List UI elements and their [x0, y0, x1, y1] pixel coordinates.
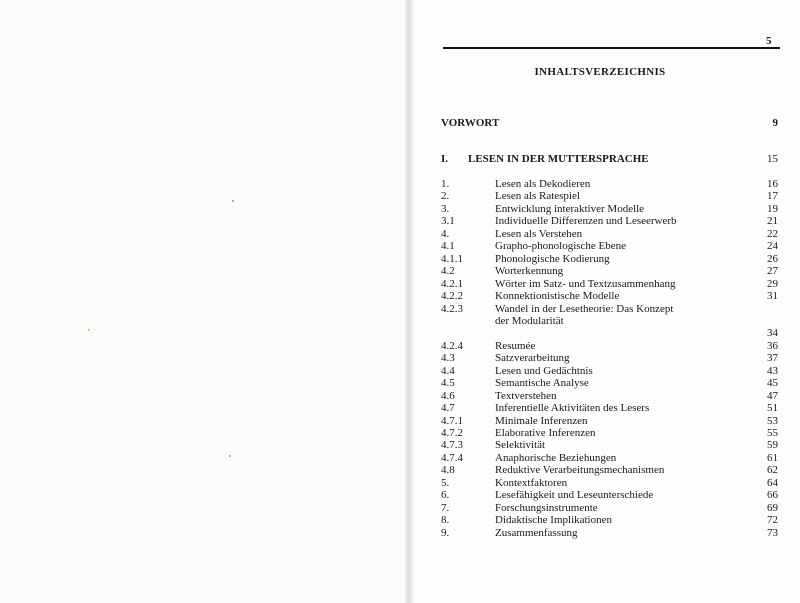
- entry-number: 9.: [441, 526, 450, 539]
- entry-number: 4.1.1: [441, 252, 463, 265]
- entry-title: Entwicklung interaktiver Modelle: [495, 202, 645, 215]
- entry-number: 4.: [441, 227, 450, 240]
- entry-title: Individuelle Differenzen und Leseerwerb: [495, 215, 677, 228]
- entry-title: Wörter im Satz- und Textzusammenhang: [495, 277, 676, 290]
- page-number: 5: [766, 35, 772, 47]
- entry-number: 4.2.3: [441, 302, 463, 315]
- entry-page: 59: [767, 439, 778, 452]
- entry-number: 4.2.4: [441, 339, 463, 352]
- entry-title: Semantische Analyse: [495, 377, 589, 390]
- entry-title: Worterkennung: [495, 265, 564, 278]
- entry-page: 53: [767, 414, 778, 427]
- entry-title: Textverstehen: [495, 389, 557, 402]
- entry-title: der Modularität: [495, 314, 564, 327]
- entry-page: 43: [767, 364, 778, 377]
- entry-title: Anaphorische Beziehungen: [495, 451, 617, 464]
- chapter-title: LESEN IN DER MUTTERSPRACHE: [468, 153, 649, 165]
- entry-page: 26: [767, 252, 778, 265]
- entry-number: 4.2.1: [441, 277, 463, 290]
- entry-number: 7.: [441, 501, 450, 514]
- entry-number: 4.7.4: [441, 451, 463, 464]
- entry-page: 21: [767, 215, 778, 228]
- entry-title: Didaktische Implikationen: [495, 514, 612, 527]
- entry-title: Lesen als Ratespiel: [495, 190, 580, 203]
- entry-number: 3.1: [441, 215, 455, 228]
- entry-number: 4.7.2: [441, 427, 463, 439]
- entry-page: 36: [767, 339, 778, 352]
- entry-number: 4.7: [441, 402, 455, 415]
- entry-page: 69: [767, 501, 778, 514]
- entry-title: Selektivität: [495, 439, 546, 452]
- entry-title: Zusammenfassung: [495, 526, 578, 539]
- paper-speck: [229, 455, 231, 457]
- entry-number: 4.6: [441, 389, 455, 402]
- entry-title: Kontextfaktoren: [495, 476, 568, 489]
- entry-number: 4.2.2: [441, 290, 463, 303]
- entry-title: Inferentielle Aktivitäten des Lesers: [495, 402, 650, 415]
- entry-number: 4.3: [441, 352, 455, 365]
- chapter-page: 15: [767, 153, 778, 165]
- vorwort-page: 9: [772, 117, 778, 129]
- entry-title: Resumée: [495, 339, 536, 352]
- entry-title: Reduktive Verarbeitungsmechanismen: [495, 464, 665, 477]
- entry-title: Satzverarbeitung: [495, 352, 570, 365]
- entry-number: 4.2: [441, 265, 455, 278]
- entry-number: 3.: [441, 202, 450, 215]
- entry-page: 27: [767, 265, 778, 278]
- header-rule: [443, 47, 780, 49]
- entry-title: Minimale Inferenzen: [495, 414, 588, 427]
- entry-page: 61: [767, 451, 778, 464]
- entry-page: 73: [767, 526, 778, 539]
- chapter-number: I.: [441, 153, 449, 165]
- entry-number: 8.: [441, 514, 450, 527]
- entry-number: 4.4: [441, 364, 455, 377]
- entry-page: 17: [767, 190, 778, 203]
- entry-page: 66: [767, 489, 778, 502]
- entry-page: 64: [767, 476, 778, 489]
- entry-title: Elaborative Inferenzen: [495, 427, 596, 439]
- entry-page: 45: [767, 377, 778, 390]
- entry-title: Lesefähigkeit und Leseunterschiede: [495, 489, 654, 502]
- entry-page: 16: [767, 178, 778, 190]
- vorwort-label: VORWORT: [441, 117, 500, 129]
- entry-number: 5.: [441, 476, 450, 489]
- entry-title: Lesen als Verstehen: [495, 227, 583, 240]
- entry-title: Lesen und Gedächtnis: [495, 364, 593, 377]
- entry-number: 4.7.1: [441, 414, 463, 427]
- paper-speck: [232, 200, 234, 202]
- entry-page: 22: [767, 227, 778, 240]
- entry-number: 4.7.3: [441, 439, 463, 452]
- toc-title: INHALTSVERZEICHNIS: [534, 66, 666, 78]
- entry-title: Grapho-phonologische Ebene: [495, 240, 627, 253]
- entry-page: 19: [767, 202, 778, 215]
- book-gutter: [405, 0, 415, 603]
- entry-title: Wandel in der Lesetheorie: Das Konzept: [495, 302, 674, 315]
- entry-page: 72: [767, 514, 778, 527]
- entry-title: Konnektionistische Modelle: [495, 290, 620, 303]
- entry-title: Forschungsinstrumente: [495, 501, 598, 514]
- entry-number: 2.: [441, 190, 450, 203]
- entry-number: 6.: [441, 489, 450, 502]
- paper-speck: [88, 329, 90, 331]
- entry-number: 1.: [441, 178, 450, 190]
- entry-title: Phonologische Kodierung: [495, 252, 610, 265]
- entry-page: 47: [767, 389, 778, 402]
- entry-page: 37: [767, 352, 778, 365]
- entry-page: 31: [767, 290, 778, 303]
- entry-page: 34: [767, 327, 778, 340]
- entry-page: 62: [767, 464, 778, 477]
- entry-page: 24: [767, 240, 778, 253]
- entry-number: 4.5: [441, 377, 455, 390]
- entry-page: 51: [767, 402, 778, 415]
- entry-title: Lesen als Dekodieren: [495, 178, 591, 190]
- entry-number: 4.1: [441, 240, 455, 253]
- entry-number: 4.8: [441, 464, 455, 477]
- entry-page: 55: [767, 427, 778, 439]
- entry-page: 29: [767, 277, 778, 290]
